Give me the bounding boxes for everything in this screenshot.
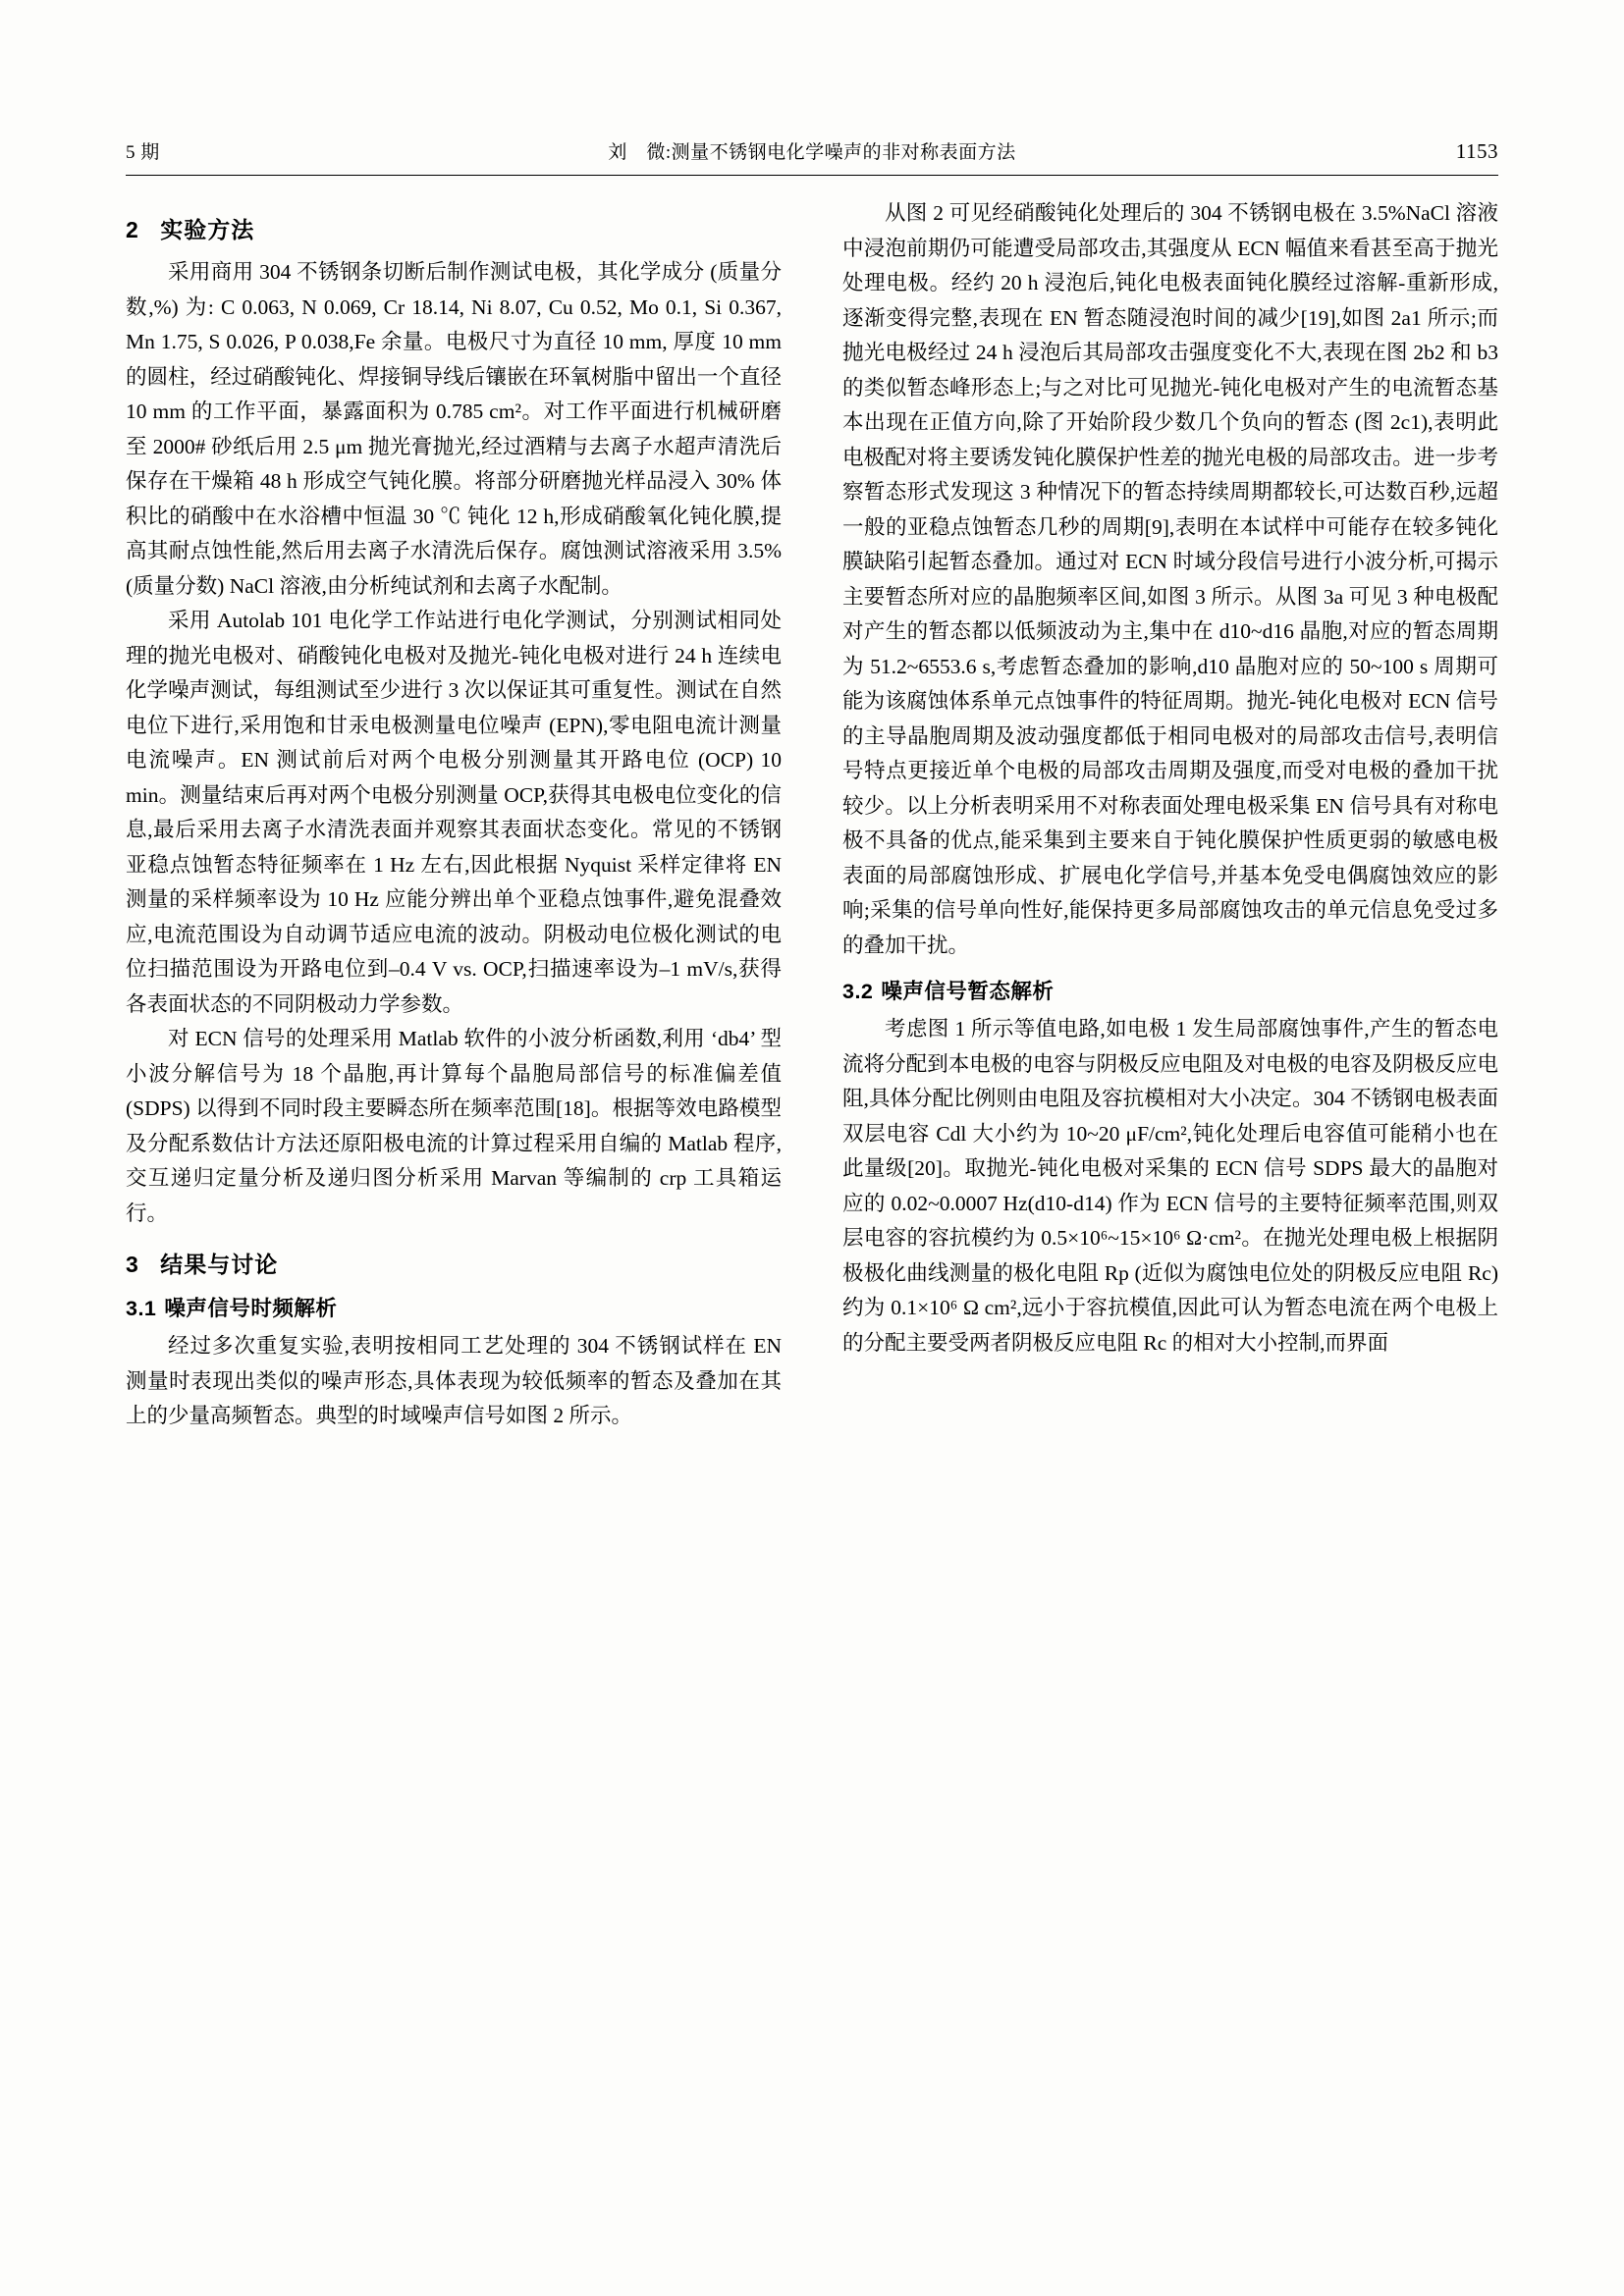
paragraph: 采用 Autolab 101 电化学工作站进行电化学测试，分别测试相同处理的抛光电极对、硝酸钝化电极对及抛光-钝化电极对进行 24 h 连续电化学噪声测试，每组测试至少进行 3 次以保证其可重复性。测试在自然电位下进行,采用饱和甘汞电极测量电位噪声 (EPN),零电阻电流计测量电流噪声。EN 测试前后对两个电极分别测量其开路电位 (OCP) 10 min。测量结束后再对两个电极分别测量 OCP,获得其电极电位变化的信息,最后采用去离子水清洗表面并观察其表面状态变化。常见的不锈钢亚稳点蚀暂态特征频率在 1 Hz 左右,因此根据 Nyquist 采样定律将 EN 测量的采样频率设为 10 Hz 应能分辨出单个亚稳点蚀事件,避免混叠效应,电流范围设为自动调节适应电流的波动。阴极动电位极化测试的电位扫描范围设为开路电位到–0.4 V vs. OCP,扫描速率设为–1 mV/s,获得各表面状态的不同阴极动力学参数。 <box>126 609 782 1016</box>
subsection-3-1-number: 3.1 <box>126 1297 157 1320</box>
header-running-title: 刘 微:测量不锈钢电化学噪声的非对称表面方法 <box>608 142 1016 163</box>
body-columns <box>126 196 1498 2208</box>
section-heading-3 <box>126 1249 782 1280</box>
paragraph: 采用商用 304 不锈钢条切断后制作测试电极，其化学成分 (质量分数,%) 为: C 0.063, N 0.069, Cr 18.14, Ni 8.07, Cu 0.52, Mo 0.1, Si 0.367, Mn 1.75, S 0.026, P 0.038,Fe 余量。电极尺寸为直径 10 mm, 厚度 10 mm 的圆柱，经过硝酸钝化、焊接铜导线后镶嵌在环氧树脂中留出一个直径 10 mm 的工作平面，暴露面积为 0.785 cm²。对工作平面进行机械研磨至 2000# 砂纸后用 2.5 μm 抛光膏抛光,经过酒精与去离子水超声清洗后保存在干燥箱 48 h 形成空气钝化膜。将部分研磨抛光样品浸入 30% 体积比的硝酸中在水浴槽中恒温 30 ℃ 钝化 12 h,形成硝酸氧化钝化膜,提高其耐点蚀性能,然后用去离子水清洗后保存。腐蚀测试溶液采用 3.5% (质量分数) NaCl 溶液,由分析纯试剂和去离子水配制。 <box>126 260 782 598</box>
header-issue: 5 期 <box>126 142 160 163</box>
subsection-heading-3-1 <box>126 1294 782 1323</box>
subsection-heading-3-2 <box>842 977 1498 1006</box>
paragraph: 经过多次重复实验,表明按相同工艺处理的 304 不锈钢试样在 EN 测量时表现出类似的噪声形态,具体表现为较低频率的暂态及叠加在其上的少量高频暂态。典型的时域噪声信号如图 2 所示。 <box>126 1334 782 1427</box>
section-heading-2 <box>126 214 782 245</box>
section-3-title: 结果与讨论 <box>160 1252 279 1277</box>
paragraph: 从图 2 可见经硝酸钝化处理后的 304 不锈钢电极在 3.5%NaCl 溶液中浸泡前期仍可能遭受局部攻击,其强度从 ECN 幅值来看甚至高于抛光处理电极。经约 20 h 浸泡后,钝化电极表面钝化膜经过溶解-重新形成,逐渐变得完整,表现在 EN 暂态随浸泡时间的减少[19],如图 2a1 所示;而抛光电极经过 24 h 浸泡后其局部攻击强度变化不大,表现在图 2b2 和 b3 的类似暂态峰形态上;与之对比可见抛光-钝化电极对产生的电流暂态基本出现在正值方向,除了开始阶段少数几个负向的暂态 (图 2c1),表明此电极配对将主要诱发钝化膜保护性差的抛光电极的局部攻击。进一步考察暂态形式发现这 3 种情况下的暂态持续周期都较长,可达数百秒,远超一般的亚稳点蚀暂态几秒的周期[9],表明在本试样中可能存在较多钝化膜缺陷引起暂态叠加。通过对 ECN 时域分段信号进行小波分析,可揭示主要暂态所对应的晶胞频率区间,如图 3 所示。从图 3a 可见 3 种电极配对产生的暂态都以低频波动为主,集中在 d10~d16 晶胞,对应的暂态周期为 51.2~6553.6 s,考虑暂态叠加的影响,d10 晶胞对应的 50~100 s 周期可能为该腐蚀体系单元点蚀事件的特征周期。抛光-钝化电极对 ECN 信号的主导晶胞周期及波动强度都低于相同电极对的局部攻击信号,表明信号特点更接近单个电极的局部攻击周期及强度,而受对电极的叠加干扰较少。以上分析表明采用不对称表面处理电极采集 EN 信号具有对称电极不具备的优点,能采集到主要来自于钝化膜保护性质更弱的敏感电极表面的局部腐蚀形成、扩展电化学信号,并基本免受电偶腐蚀效应的影响;采集的信号单向性好,能保持更多局部腐蚀攻击的单元信息免受过多的叠加干扰。 <box>842 201 1498 957</box>
section-3-number: 3 <box>126 1252 139 1277</box>
left-column <box>126 196 782 2208</box>
paragraph: 对 ECN 信号的处理采用 Matlab 软件的小波分析函数,利用 ‘db4’ 型小波分解信号为 18 个晶胞,再计算每个晶胞局部信号的标准偏差值 (SDPS) 以得到不同时段主要瞬态所在频率范围[18]。根据等效电路模型及分配系数估计方法还原阳极电流的计算过程采用自编的 Matlab 程序,交互递归定量分析及递归图分析采用 Marvan 等编制的 crp 工具箱运行。 <box>126 1027 782 1225</box>
subsection-3-2-number: 3.2 <box>842 980 874 1003</box>
subsection-3-1-title: 噪声信号时频解析 <box>164 1297 338 1320</box>
section-2-title: 实验方法 <box>160 217 255 242</box>
paragraph: 考虑图 1 所示等值电路,如电极 1 发生局部腐蚀事件,产生的暂态电流将分配到本电极的电容与阴极反应电阻及对电极的电容及阴极反应电阻,具体分配比例则由电阻及容抗模相对大小决定。304 不锈钢电极表面双层电容 Cdl 大小约为 10~20 μF/cm²,钝化处理后电容值可能稍小也在此量级[20]。取抛光-钝化电极对采集的 ECN 信号 SDPS 最大的晶胞对应的 0.02~0.0007 Hz(d10-d14) 作为 ECN 信号的主要特征频率范围,则双层电容的容抗模约为 0.5×10⁶~15×10⁶ Ω·cm²。在抛光处理电极上根据阴极极化曲线测量的极化电阻 Rp (近似为腐蚀电位处的阴极反应电阻 Rc) 约为 0.1×10⁶ Ω cm²,远小于容抗模值,因此可认为暂态电流在两个电极上的分配主要受两者阴极反应电阻 Rc 的相对大小控制,而界面 <box>842 1017 1498 1355</box>
page-header <box>126 137 1498 177</box>
right-column <box>842 196 1498 2208</box>
subsection-3-2-title: 噪声信号暂态解析 <box>881 980 1055 1003</box>
section-2-number: 2 <box>126 217 139 242</box>
header-rule <box>126 175 1498 176</box>
page-number: 1153 <box>1455 139 1498 163</box>
